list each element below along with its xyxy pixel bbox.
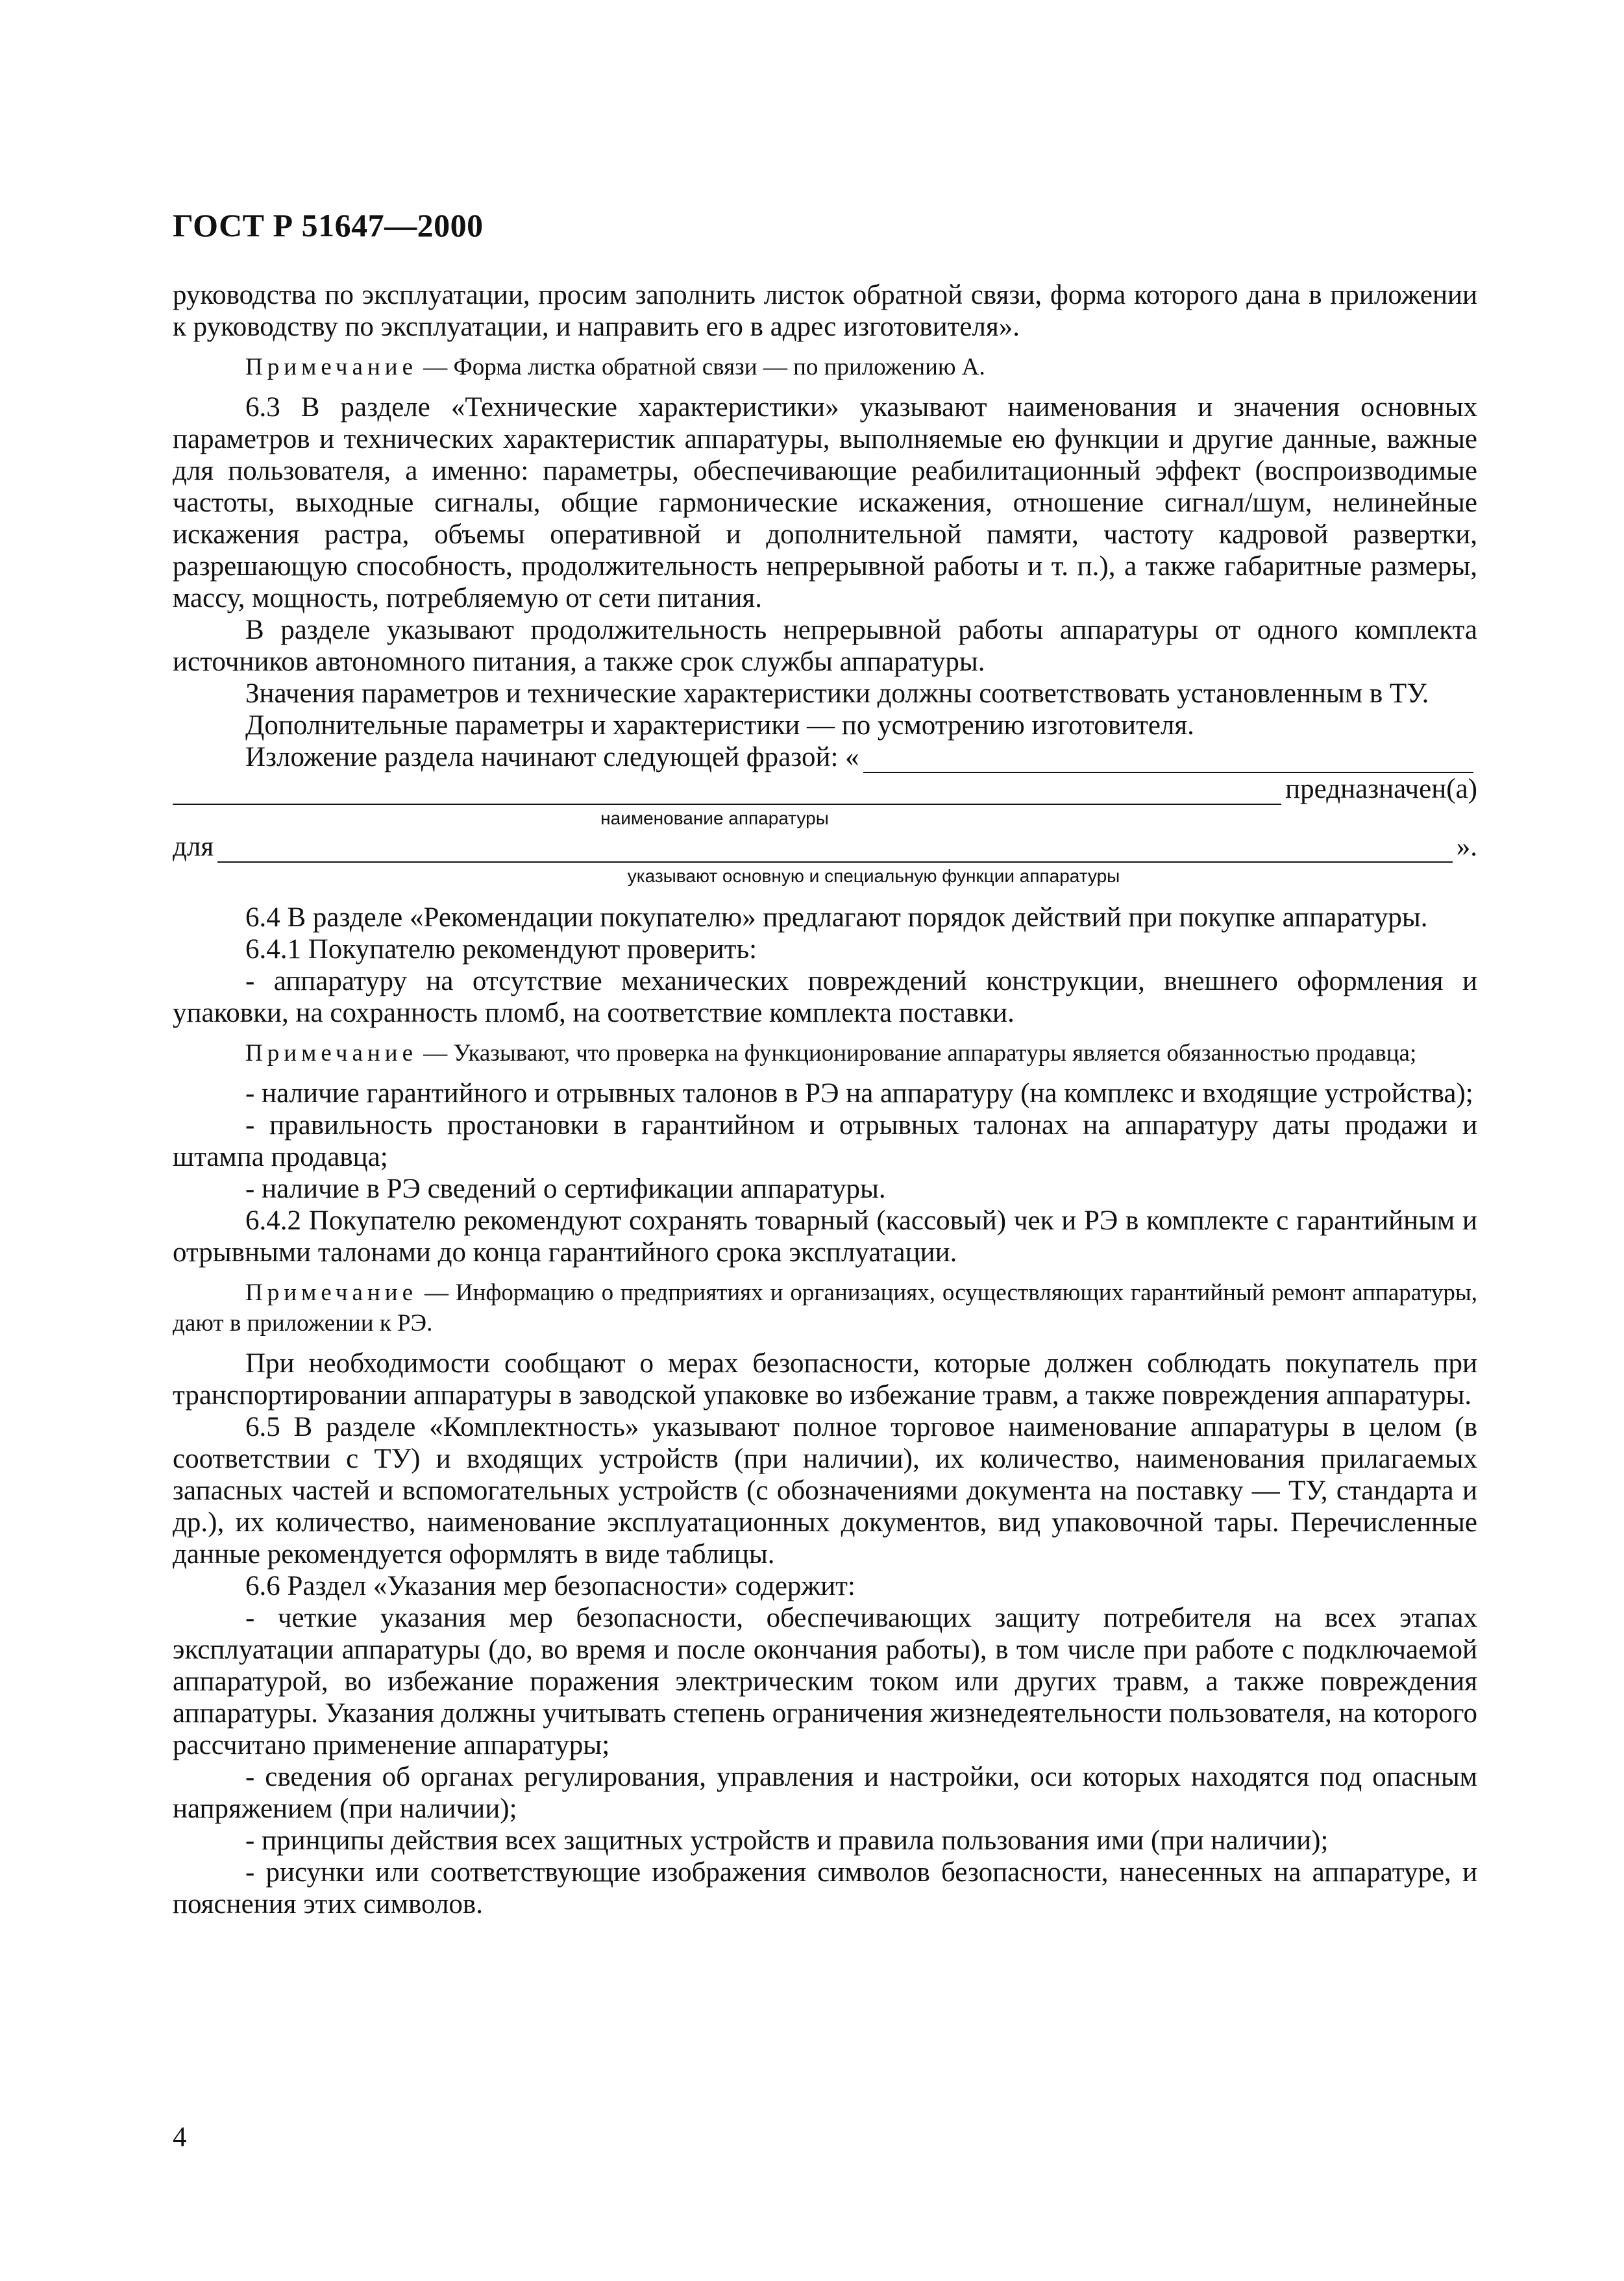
note-text: Указывают, что проверка на функционирование аппаратуры является обязанностью продавца; — [453, 1040, 1417, 1067]
paragraph: - наличие в РЭ сведений о сертификации аппаратуры. — [245, 1174, 886, 1204]
note-text: Информацию о предприятиях и организациях, осуществляющих гарантийный ремонт аппаратуры, дают в приложении к РЭ. — [173, 1279, 1477, 1337]
form-caption-function: указывают основную и специальную функции аппаратуры — [627, 866, 1120, 886]
note-dash: — — [417, 1279, 456, 1306]
note-text: Форма листка обратной связи — по приложению А. — [453, 354, 985, 380]
paragraph: 6.5 В разделе «Комплектность» указывают полное торговое наименование аппаратуры в целом (в соответствии с ТУ) и входящих устройств (при наличии), их количество, наименования прилагаемых запасных частей и вспомогательных устройств (с обозначениями документа на поставку — ТУ, стандарта и др.), их количество, наименование эксплуатационных документов, вид упаковочной тары. Перечисленные данные рекомендуется оформлять в виде таблицы. — [173, 1412, 1477, 1570]
paragraph: 6.4.2 Покупателю рекомендуют сохранять товарный (кассовый) чек и РЭ в комплекте с гарантийным и отрывными талонами до конца гарантийного срока эксплуатации. — [173, 1205, 1477, 1268]
form-blank-line — [173, 782, 1281, 805]
paragraph: 6.4.1 Покупателю рекомендуют проверить: — [245, 934, 757, 965]
paragraph: руководства по эксплуатации, просим заполнить листок обратной связи, форма которого дана в приложении к руководству по эксплуатации, и направить его в адрес изготовителя». — [173, 280, 1477, 342]
form-blank-line — [863, 750, 1473, 773]
note-label: Примечание — [245, 1279, 417, 1306]
form-row-name — [173, 773, 1477, 805]
form-for-word: для — [173, 832, 214, 862]
paragraph: 6.6 Раздел «Указания мер безопасности» содержит: — [245, 1571, 855, 1601]
paragraph: - четкие указания мер безопасности, обеспечивающих защиту потребителя на всех этапах эксплуатации аппаратуры (до, во время и после окончания работы), в том числе при работе с подключаемой аппаратурой, во избежание поражения электрическим током или других травм, а также повреждения аппаратуры. Указания должны учитывать степень ограничения жизнедеятельности пользователя, на которого рассчитано применение аппаратуры; — [173, 1603, 1477, 1760]
paragraph: - сведения об органах регулирования, управления и настройки, оси которых находятся под опасным напряжением (при наличии); — [173, 1762, 1477, 1824]
paragraph: - наличие гарантийного и отрывных талонов в РЭ на аппаратуру (на комплекс и входящие устройства); — [245, 1078, 1473, 1109]
form-after-name-text: предназначен(а) — [1285, 774, 1477, 804]
document-code-header: ГОСТ Р 51647—2000 — [173, 207, 484, 243]
note-dash: — — [417, 1040, 454, 1067]
document-body — [173, 279, 1477, 1920]
note-label: Примечание — [245, 1040, 417, 1067]
note-dash: — — [417, 354, 454, 380]
paragraph: - правильность простановки в гарантийном и отрывных талонах на аппаратуру даты продажи и штампа продавца; — [173, 1110, 1477, 1172]
paragraph: 6.4 В разделе «Рекомендации покупателю» предлагают порядок действий при покупке аппаратуры. — [245, 902, 1428, 933]
note-label: Примечание — [245, 354, 417, 380]
paragraph: - аппаратуру на отсутствие механических повреждений конструкции, внешнего оформления и упаковки, на сохранность пломб, на соответствие комплекта поставки. — [173, 966, 1477, 1028]
form-lead-text: Изложение раздела начинают следующей фразой: « — [245, 742, 859, 772]
note — [173, 1277, 1477, 1338]
paragraph: В разделе указывают продолжительность непрерывной работы аппаратуры от одного комплекта источников автономного питания, а также срок службы аппаратуры. — [173, 615, 1477, 677]
paragraph: Значения параметров и технические характеристики должны соответствовать установленным в ТУ. — [245, 678, 1429, 709]
form-row-lead — [173, 741, 1477, 773]
paragraph: Дополнительные параметры и характеристики — по усмотрению изготовителя. — [245, 710, 1194, 741]
paragraph: - принципы действия всех защитных устройств и правила пользования ими (при наличии); — [245, 1825, 1329, 1856]
note — [173, 1038, 1477, 1068]
paragraph: При необходимости сообщают о мерах безопасности, которые должен соблюдать покупатель при транспортировании аппаратуры в заводской упаковке во избежание травм, а также повреждения аппаратуры. — [173, 1348, 1477, 1411]
note — [173, 352, 1477, 382]
form-caption-name: наименование аппаратуры — [600, 808, 829, 828]
form-close-quote: ». — [1456, 832, 1477, 862]
fill-in-form — [173, 741, 1477, 889]
paragraph: 6.3 В разделе «Технические характеристики» указывают наименования и значения основных параметров и технических характеристик аппаратуры, выполняемые ею функции и другие данные, важные для пользователя, а именно: параметры, обеспечивающие реабилитационный эффект (воспроизводимые частоты, выходные сигналы, общие гармонические искажения, отношение сигнал/шум, нелинейные искажения растра, объемы оперативной и дополнительной памяти, частоту кадровой развертки, разрешающую способность, продолжительность непрерывной работы и т. п.), а также габаритные размеры, массу, мощность, потребляемую от сети питания. — [173, 392, 1477, 613]
page-number: 4 — [173, 2122, 187, 2152]
form-blank-line — [217, 839, 1453, 863]
paragraph: - рисунки или соответствующие изображения символов безопасности, нанесенных на аппаратуре, и пояснения этих символов. — [173, 1857, 1477, 1919]
form-row-function — [173, 831, 1477, 863]
